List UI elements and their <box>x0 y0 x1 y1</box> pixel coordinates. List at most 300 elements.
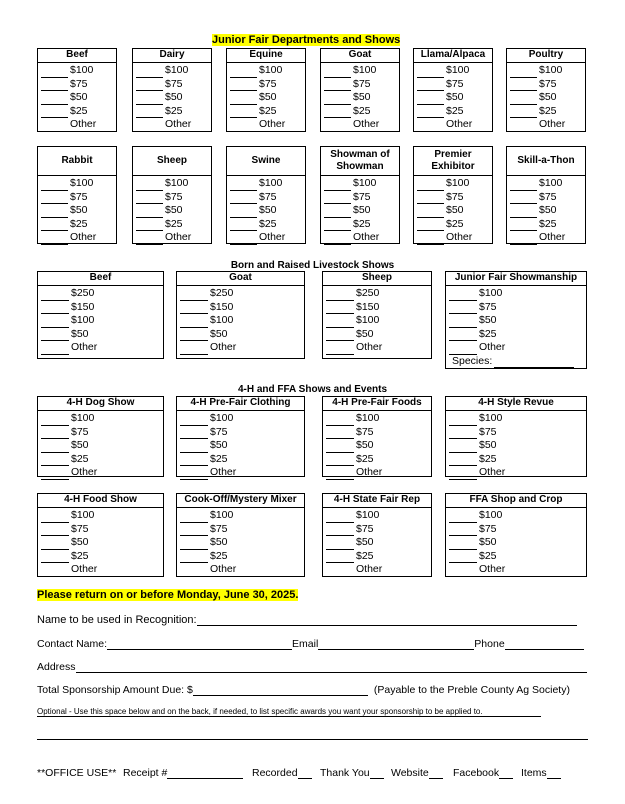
option-checkline[interactable] <box>41 442 69 453</box>
option-checkline[interactable] <box>417 107 444 118</box>
option-label: $25 <box>71 549 89 562</box>
box-4-h-dog-show <box>37 396 164 477</box>
option-label: Other <box>446 231 473 243</box>
option-row <box>449 412 586 426</box>
species-row <box>449 355 586 369</box>
option-row <box>180 412 304 426</box>
option-checkline[interactable] <box>417 80 444 91</box>
option-label: $75 <box>70 77 88 90</box>
option-checkline[interactable] <box>136 234 163 245</box>
option-checkline[interactable] <box>180 525 208 536</box>
option-row <box>41 509 163 523</box>
option-row <box>326 466 431 480</box>
option-checkline[interactable] <box>136 94 163 105</box>
option-checkline[interactable] <box>510 220 537 231</box>
option-row <box>449 466 586 480</box>
option-label: $50 <box>479 314 497 326</box>
option-row <box>449 314 586 328</box>
option-checkline[interactable] <box>449 344 477 355</box>
option-label: Other <box>539 118 566 130</box>
option-checkline[interactable] <box>510 121 537 132</box>
option-checkline[interactable] <box>324 234 351 245</box>
option-row <box>417 231 492 245</box>
box-4-h-style-revue <box>445 396 587 477</box>
option-row <box>41 231 116 245</box>
option-checkline[interactable] <box>180 344 208 355</box>
section-title-4h-ffa: 4-H and FFA Shows and Events <box>237 384 388 395</box>
option-label: $100 <box>353 64 377 76</box>
option-label: Other <box>70 118 97 130</box>
box-heading: Beef <box>38 49 116 63</box>
email-field[interactable] <box>318 639 474 650</box>
option-checkline[interactable] <box>324 220 351 231</box>
option-checkline[interactable] <box>449 415 477 426</box>
option-label: $25 <box>539 217 557 230</box>
option-label: $75 <box>259 77 277 90</box>
option-row <box>41 439 163 453</box>
option-label: $75 <box>210 425 228 438</box>
box-sheep <box>132 146 212 244</box>
option-row <box>449 550 586 564</box>
option-checkline[interactable] <box>324 67 351 78</box>
return-notice: Please return on or before Monday, June 30, 2025. <box>37 589 299 601</box>
option-label: Other <box>356 466 383 478</box>
box-premier-exhibitor <box>413 146 493 244</box>
option-label: $75 <box>479 300 497 313</box>
option-label: Other <box>165 231 192 243</box>
box-heading: 4-H Pre-Fair Clothing <box>177 397 304 411</box>
option-checkline[interactable] <box>326 552 354 563</box>
option-row <box>230 191 305 205</box>
option-row <box>230 204 305 218</box>
recognition-field[interactable] <box>197 615 577 626</box>
option-label: Other <box>70 231 97 243</box>
option-checkline[interactable] <box>449 303 477 314</box>
option-label: Other <box>210 341 237 353</box>
option-checkline[interactable] <box>326 428 354 439</box>
option-label: $75 <box>353 77 371 90</box>
option-checkline[interactable] <box>324 80 351 91</box>
option-checkline[interactable] <box>230 67 257 78</box>
option-checkline[interactable] <box>324 107 351 118</box>
option-row <box>417 91 492 105</box>
option-checkline[interactable] <box>449 539 477 550</box>
option-row <box>41 64 116 78</box>
option-checkline[interactable] <box>180 317 208 328</box>
section-title-junior-fair: Junior Fair Departments and Shows <box>212 34 401 46</box>
option-checkline[interactable] <box>417 220 444 231</box>
office-website: Website <box>391 767 443 779</box>
option-label: $50 <box>210 536 228 548</box>
option-checkline[interactable] <box>180 566 208 577</box>
option-row <box>136 218 211 232</box>
option-checkline[interactable] <box>136 121 163 132</box>
option-label: $50 <box>259 91 277 103</box>
option-checkline[interactable] <box>41 207 68 218</box>
option-row <box>417 204 492 218</box>
option-label: $250 <box>356 287 380 299</box>
option-checkline[interactable] <box>449 428 477 439</box>
option-row <box>180 453 304 467</box>
option-label: $50 <box>165 91 183 103</box>
option-label: $75 <box>446 190 464 203</box>
option-checkline[interactable] <box>449 525 477 536</box>
option-label: Other <box>353 118 380 130</box>
option-checkline[interactable] <box>326 290 354 301</box>
option-row <box>510 191 585 205</box>
option-label: $75 <box>356 425 374 438</box>
box-equine <box>226 48 306 132</box>
option-checkline[interactable] <box>326 442 354 453</box>
option-checkline[interactable] <box>230 193 257 204</box>
option-row <box>326 536 431 550</box>
species-field[interactable] <box>494 357 574 368</box>
option-row <box>180 536 304 550</box>
option-checkline[interactable] <box>41 234 68 245</box>
box-swine <box>226 146 306 244</box>
option-checkline[interactable] <box>324 121 351 132</box>
option-label: $50 <box>353 91 371 103</box>
box-heading: Showman of Showman <box>321 147 399 176</box>
option-checkline[interactable] <box>180 428 208 439</box>
option-label: $25 <box>479 549 497 562</box>
option-row <box>449 523 586 537</box>
option-label: $50 <box>356 439 374 451</box>
option-label: Other <box>71 341 98 353</box>
option-checkline[interactable] <box>449 317 477 328</box>
option-row <box>324 64 399 78</box>
office-thank-you: Thank You <box>320 767 384 779</box>
option-label: $25 <box>353 217 371 230</box>
option-label: $50 <box>356 327 374 340</box>
option-checkline[interactable] <box>180 512 208 523</box>
option-row <box>417 105 492 119</box>
option-checkline[interactable] <box>41 455 69 466</box>
option-checkline[interactable] <box>230 94 257 105</box>
option-label: Other <box>210 563 237 575</box>
option-checkline[interactable] <box>136 193 163 204</box>
option-checkline[interactable] <box>230 234 257 245</box>
option-row <box>230 78 305 92</box>
option-label: $75 <box>165 190 183 203</box>
option-row <box>449 328 586 342</box>
option-row <box>180 314 304 328</box>
option-label: $75 <box>539 77 557 90</box>
option-row <box>510 91 585 105</box>
option-row <box>230 177 305 191</box>
option-checkline[interactable] <box>41 290 69 301</box>
option-checkline[interactable] <box>326 415 354 426</box>
option-checkline[interactable] <box>136 220 163 231</box>
option-label: $150 <box>71 300 95 313</box>
option-row <box>326 301 431 315</box>
option-label: $100 <box>259 64 283 76</box>
option-label: $100 <box>356 509 380 521</box>
option-checkline[interactable] <box>180 552 208 563</box>
option-checkline[interactable] <box>136 107 163 118</box>
option-checkline[interactable] <box>180 330 208 341</box>
box-heading: Llama/Alpaca <box>414 49 492 63</box>
option-checkline[interactable] <box>510 207 537 218</box>
box-heading: 4-H Style Revue <box>446 397 586 411</box>
option-label: $25 <box>70 217 88 230</box>
option-checkline[interactable] <box>510 107 537 118</box>
option-label: $100 <box>446 64 470 76</box>
option-checkline[interactable] <box>326 455 354 466</box>
option-checkline[interactable] <box>417 193 444 204</box>
option-row <box>41 523 163 537</box>
option-checkline[interactable] <box>326 344 354 355</box>
option-checkline[interactable] <box>449 442 477 453</box>
option-checkline[interactable] <box>41 428 69 439</box>
option-row <box>324 118 399 132</box>
option-label: $25 <box>446 104 464 117</box>
option-label: $100 <box>353 177 377 189</box>
option-row <box>230 231 305 245</box>
option-row <box>136 105 211 119</box>
option-checkline[interactable] <box>230 220 257 231</box>
option-row <box>449 439 586 453</box>
total-amount-field[interactable] <box>193 685 368 696</box>
option-label: $50 <box>210 439 228 451</box>
option-checkline[interactable] <box>136 180 163 191</box>
option-checkline[interactable] <box>510 67 537 78</box>
option-label: Other <box>479 341 506 353</box>
office-receipt: Receipt # <box>123 767 243 779</box>
option-row <box>136 191 211 205</box>
option-label: $100 <box>70 64 94 76</box>
option-label: Other <box>539 231 566 243</box>
option-row <box>180 341 304 355</box>
option-label: $75 <box>479 522 497 535</box>
option-row <box>41 563 163 577</box>
option-row <box>326 453 431 467</box>
option-checkline[interactable] <box>41 525 69 536</box>
option-checkline[interactable] <box>41 344 69 355</box>
option-checkline[interactable] <box>41 121 68 132</box>
option-checkline[interactable] <box>510 80 537 91</box>
option-checkline[interactable] <box>449 290 477 301</box>
option-label: $100 <box>165 177 189 189</box>
optional-notes-line[interactable] <box>37 739 588 740</box>
option-checkline[interactable] <box>417 67 444 78</box>
option-checkline[interactable] <box>326 566 354 577</box>
box-cook-off-mystery-mixer <box>176 493 305 577</box>
phone-field[interactable] <box>505 639 584 650</box>
option-checkline[interactable] <box>449 469 477 480</box>
option-checkline[interactable] <box>324 193 351 204</box>
option-row <box>180 287 304 301</box>
option-label: $250 <box>210 287 234 299</box>
option-checkline[interactable] <box>326 303 354 314</box>
option-label: $50 <box>259 204 277 216</box>
option-checkline[interactable] <box>41 566 69 577</box>
option-checkline[interactable] <box>41 94 68 105</box>
option-label: Other <box>356 563 383 575</box>
option-checkline[interactable] <box>180 539 208 550</box>
option-checkline[interactable] <box>324 207 351 218</box>
option-checkline[interactable] <box>41 415 69 426</box>
option-checkline[interactable] <box>41 317 69 328</box>
option-row <box>180 439 304 453</box>
option-checkline[interactable] <box>449 330 477 341</box>
option-checkline[interactable] <box>136 80 163 91</box>
option-label: Other <box>479 563 506 575</box>
box-heading: Equine <box>227 49 305 63</box>
option-label: $75 <box>479 425 497 438</box>
option-checkline[interactable] <box>41 193 68 204</box>
option-checkline[interactable] <box>136 207 163 218</box>
box-heading: Poultry <box>507 49 585 63</box>
option-row <box>41 341 163 355</box>
option-checkline[interactable] <box>326 539 354 550</box>
option-checkline[interactable] <box>180 442 208 453</box>
option-checkline[interactable] <box>449 512 477 523</box>
option-checkline[interactable] <box>510 193 537 204</box>
option-checkline[interactable] <box>324 94 351 105</box>
option-row <box>41 118 116 132</box>
box-skill-a-thon <box>506 146 586 244</box>
option-checkline[interactable] <box>326 317 354 328</box>
option-checkline[interactable] <box>230 121 257 132</box>
option-checkline[interactable] <box>41 512 69 523</box>
option-label: $75 <box>70 190 88 203</box>
option-checkline[interactable] <box>230 80 257 91</box>
option-row <box>324 78 399 92</box>
option-row <box>41 287 163 301</box>
box-heading: Cook-Off/Mystery Mixer <box>177 494 304 508</box>
option-checkline[interactable] <box>417 180 444 191</box>
address-field[interactable] <box>76 662 587 673</box>
option-checkline[interactable] <box>417 94 444 105</box>
option-label: $50 <box>71 536 89 548</box>
option-row <box>324 105 399 119</box>
option-row <box>41 91 116 105</box>
contact-row: Contact Name: Email Phone <box>37 638 584 650</box>
option-label: $150 <box>210 300 234 313</box>
option-checkline[interactable] <box>510 180 537 191</box>
office-recorded: Recorded <box>252 767 312 779</box>
option-checkline[interactable] <box>230 180 257 191</box>
option-checkline[interactable] <box>510 94 537 105</box>
option-checkline[interactable] <box>41 539 69 550</box>
option-label: $25 <box>165 104 183 117</box>
option-checkline[interactable] <box>417 121 444 132</box>
box-4-h-pre-fair-foods <box>322 396 432 477</box>
option-label: $75 <box>71 425 89 438</box>
option-checkline[interactable] <box>230 107 257 118</box>
option-row <box>41 204 116 218</box>
option-checkline[interactable] <box>180 415 208 426</box>
option-label: $100 <box>479 509 503 521</box>
box-heading: Swine <box>227 147 305 176</box>
option-checkline[interactable] <box>180 290 208 301</box>
option-label: $25 <box>479 452 497 465</box>
option-label: $25 <box>446 217 464 230</box>
option-label: $75 <box>71 522 89 535</box>
option-checkline[interactable] <box>41 107 68 118</box>
option-label: $25 <box>210 549 228 562</box>
office-facebook: Facebook <box>453 767 513 779</box>
option-checkline[interactable] <box>449 552 477 563</box>
option-row <box>510 177 585 191</box>
option-row <box>324 218 399 232</box>
option-row <box>41 453 163 467</box>
box-goat <box>176 271 305 359</box>
option-checkline[interactable] <box>326 469 354 480</box>
option-row <box>326 412 431 426</box>
option-row <box>449 453 586 467</box>
option-label: $25 <box>210 452 228 465</box>
box-heading: Sheep <box>133 147 211 176</box>
option-checkline[interactable] <box>326 512 354 523</box>
option-label: $50 <box>479 439 497 451</box>
option-checkline[interactable] <box>324 180 351 191</box>
option-row <box>417 191 492 205</box>
option-row <box>326 509 431 523</box>
option-label: $150 <box>356 300 380 313</box>
option-checkline[interactable] <box>180 303 208 314</box>
option-checkline[interactable] <box>41 220 68 231</box>
option-checkline[interactable] <box>41 67 68 78</box>
option-checkline[interactable] <box>230 207 257 218</box>
option-row <box>324 204 399 218</box>
option-checkline[interactable] <box>41 303 69 314</box>
option-row <box>41 191 116 205</box>
contact-name-field[interactable] <box>107 639 292 650</box>
option-label: $100 <box>539 64 563 76</box>
option-row <box>417 64 492 78</box>
option-checkline[interactable] <box>510 234 537 245</box>
option-row <box>180 466 304 480</box>
option-row <box>326 314 431 328</box>
option-row <box>324 91 399 105</box>
option-checkline[interactable] <box>41 552 69 563</box>
option-checkline[interactable] <box>180 469 208 480</box>
option-label: $100 <box>71 509 95 521</box>
option-checkline[interactable] <box>180 455 208 466</box>
option-checkline[interactable] <box>41 180 68 191</box>
option-checkline[interactable] <box>417 207 444 218</box>
option-checkline[interactable] <box>41 330 69 341</box>
option-label: $100 <box>71 314 95 326</box>
option-label: Other <box>259 118 286 130</box>
option-checkline[interactable] <box>449 566 477 577</box>
option-checkline[interactable] <box>41 80 68 91</box>
option-row <box>180 301 304 315</box>
option-checkline[interactable] <box>417 234 444 245</box>
option-checkline[interactable] <box>449 455 477 466</box>
option-label: $75 <box>539 190 557 203</box>
option-label: $75 <box>259 190 277 203</box>
option-label: $25 <box>479 327 497 340</box>
option-row <box>136 118 211 132</box>
option-checkline[interactable] <box>41 469 69 480</box>
option-label: Other <box>479 466 506 478</box>
option-row <box>449 509 586 523</box>
option-checkline[interactable] <box>326 525 354 536</box>
section-title-born-raised: Born and Raised Livestock Shows <box>230 260 395 271</box>
option-row <box>417 78 492 92</box>
option-row <box>180 509 304 523</box>
option-row <box>41 177 116 191</box>
option-label: $25 <box>71 452 89 465</box>
option-checkline[interactable] <box>326 330 354 341</box>
option-checkline[interactable] <box>136 67 163 78</box>
option-row <box>230 91 305 105</box>
box-heading: Goat <box>321 49 399 63</box>
option-row <box>41 314 163 328</box>
